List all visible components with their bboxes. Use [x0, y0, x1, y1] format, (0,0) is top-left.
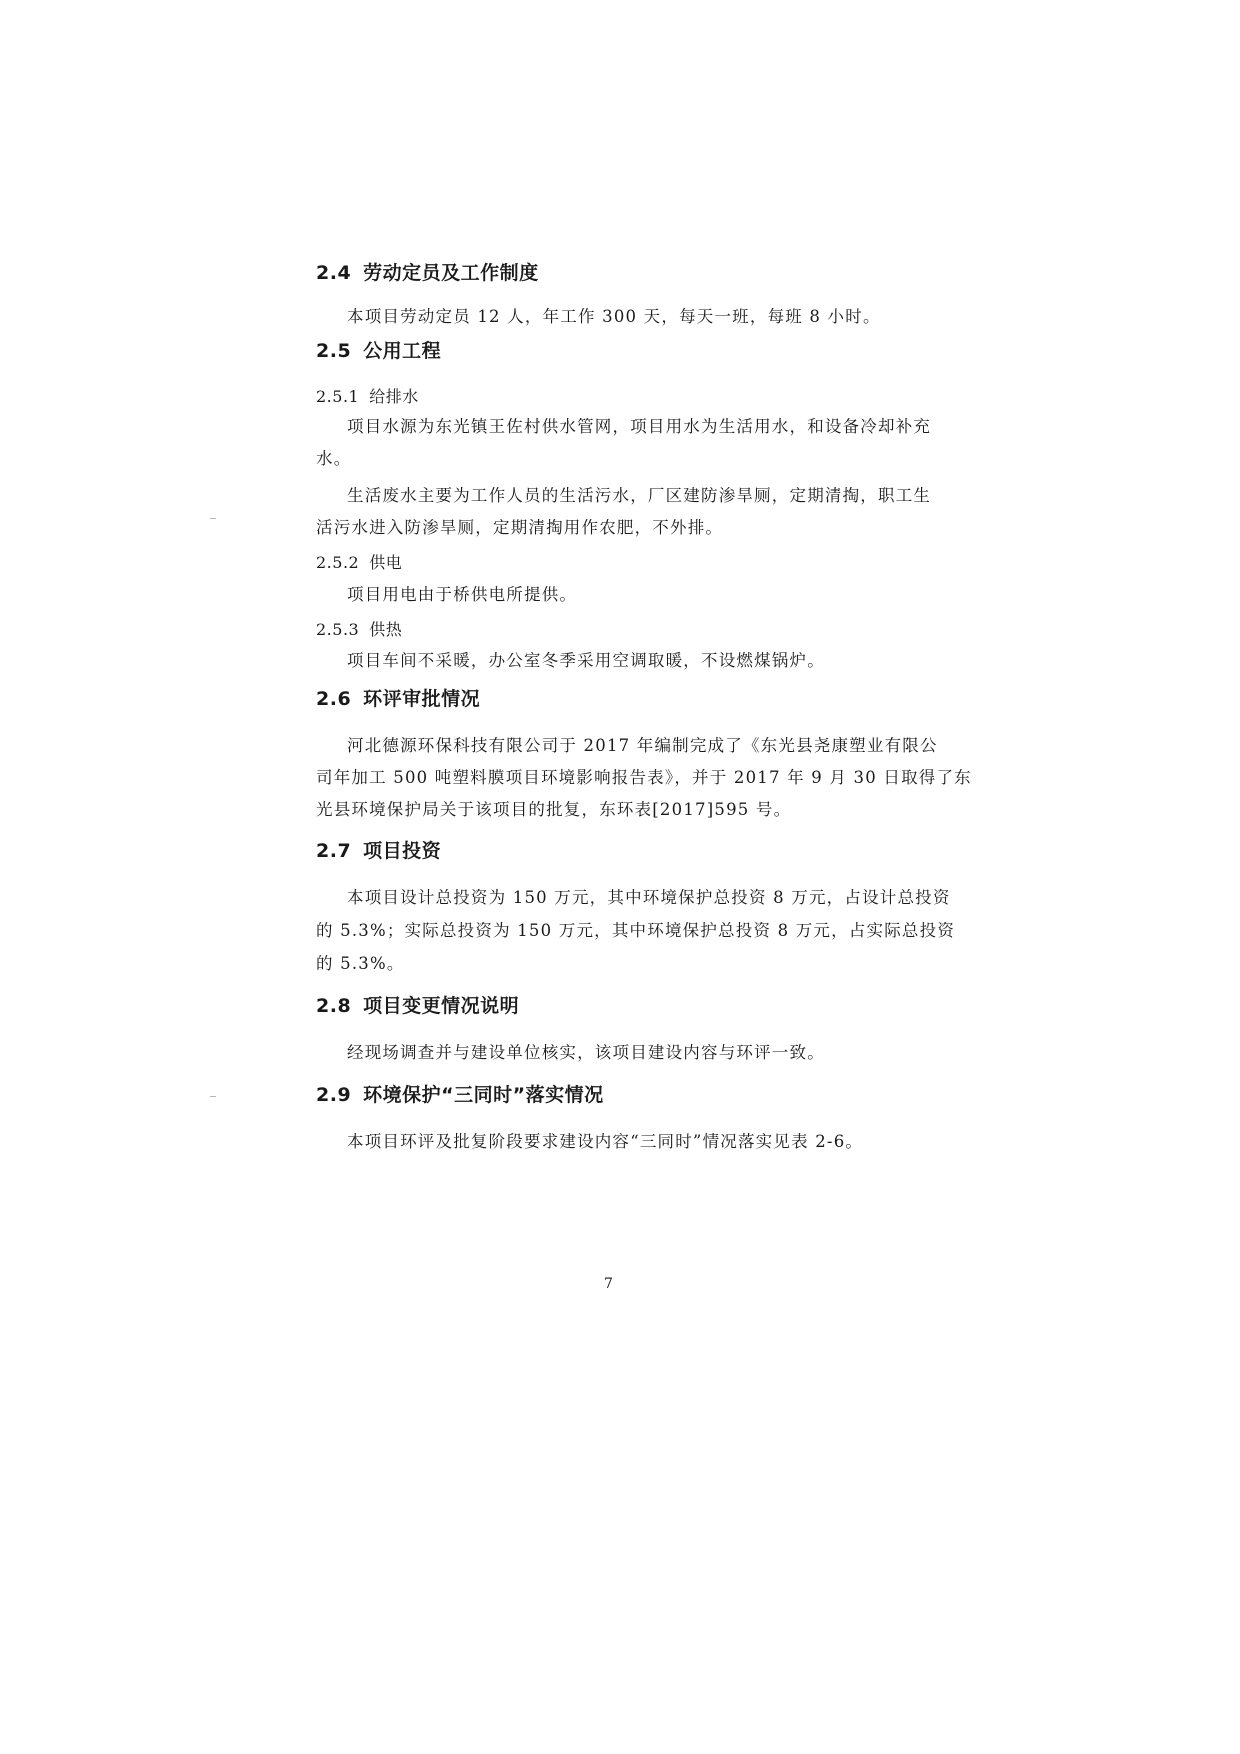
paragraph-line: 本项目环评及批复阶段要求建设内容“三同时”情况落实见表 2-6。: [347, 1132, 864, 1151]
paragraph-line: 河北德源环保科技有限公司于 2017 年编制完成了《东光县尧康塑业有限公: [347, 736, 938, 755]
subsection-heading-2-5-3: 2.5.3 供热: [316, 620, 403, 639]
section-heading-2-8: 2.8 项目变更情况说明: [316, 995, 520, 1017]
paragraph-line: 经现场调查并与建设单位核实，该项目建设内容与环评一致。: [347, 1043, 825, 1062]
paragraph-line: 项目车间不采暖，办公室冬季采用空调取暖，不设燃煤锅炉。: [347, 651, 825, 670]
section-heading-2-7: 2.7 项目投资: [316, 840, 442, 862]
scan-speck: [210, 1096, 216, 1097]
section-heading-2-6: 2.6 环评审批情况: [316, 688, 481, 710]
subsection-heading-2-5-2: 2.5.2 供电: [316, 553, 403, 572]
paragraph-line: 本项目劳动定员 12 人，年工作 300 天，每天一班，每班 8 小时。: [347, 307, 881, 326]
page-number: 7: [604, 1276, 613, 1292]
section-heading-2-9: 2.9 环境保护“三同时”落实情况: [316, 1084, 604, 1106]
paragraph-line: 项目水源为东光镇王佐村供水管网，项目用水为生活用水，和设备冷却补充: [347, 417, 932, 436]
paragraph-line: 的 5.3%；实际总投资为 150 万元，其中环境保护总投资 8 万元，占实际总投资: [316, 921, 956, 940]
paragraph-line: 的 5.3%。: [316, 954, 405, 973]
paragraph-line: 生活废水主要为工作人员的生活污水，厂区建防渗旱厕，定期清掏，职工生: [347, 486, 932, 505]
paragraph-line: 项目用电由于桥供电所提供。: [347, 585, 578, 604]
paragraph-line: 水。: [316, 449, 352, 468]
paragraph-line: 光县环境保护局关于该项目的批复，东环表[2017]595 号。: [316, 800, 792, 819]
section-heading-2-5: 2.5 公用工程: [316, 340, 442, 362]
paragraph-line: 司年加工 500 吨塑料膜项目环境影响报告表》，并于 2017 年 9 月 30 日取得了东: [316, 768, 972, 787]
scan-speck: [210, 518, 216, 519]
subsection-heading-2-5-1: 2.5.1 给排水: [316, 387, 419, 406]
paragraph-line: 本项目设计总投资为 150 万元，其中环境保护总投资 8 万元，占设计总投资: [347, 888, 951, 907]
paragraph-line: 活污水进入防渗旱厕，定期清掏用作农肥，不外排。: [316, 518, 724, 537]
section-heading-2-4: 2.4 劳动定员及工作制度: [316, 262, 539, 284]
